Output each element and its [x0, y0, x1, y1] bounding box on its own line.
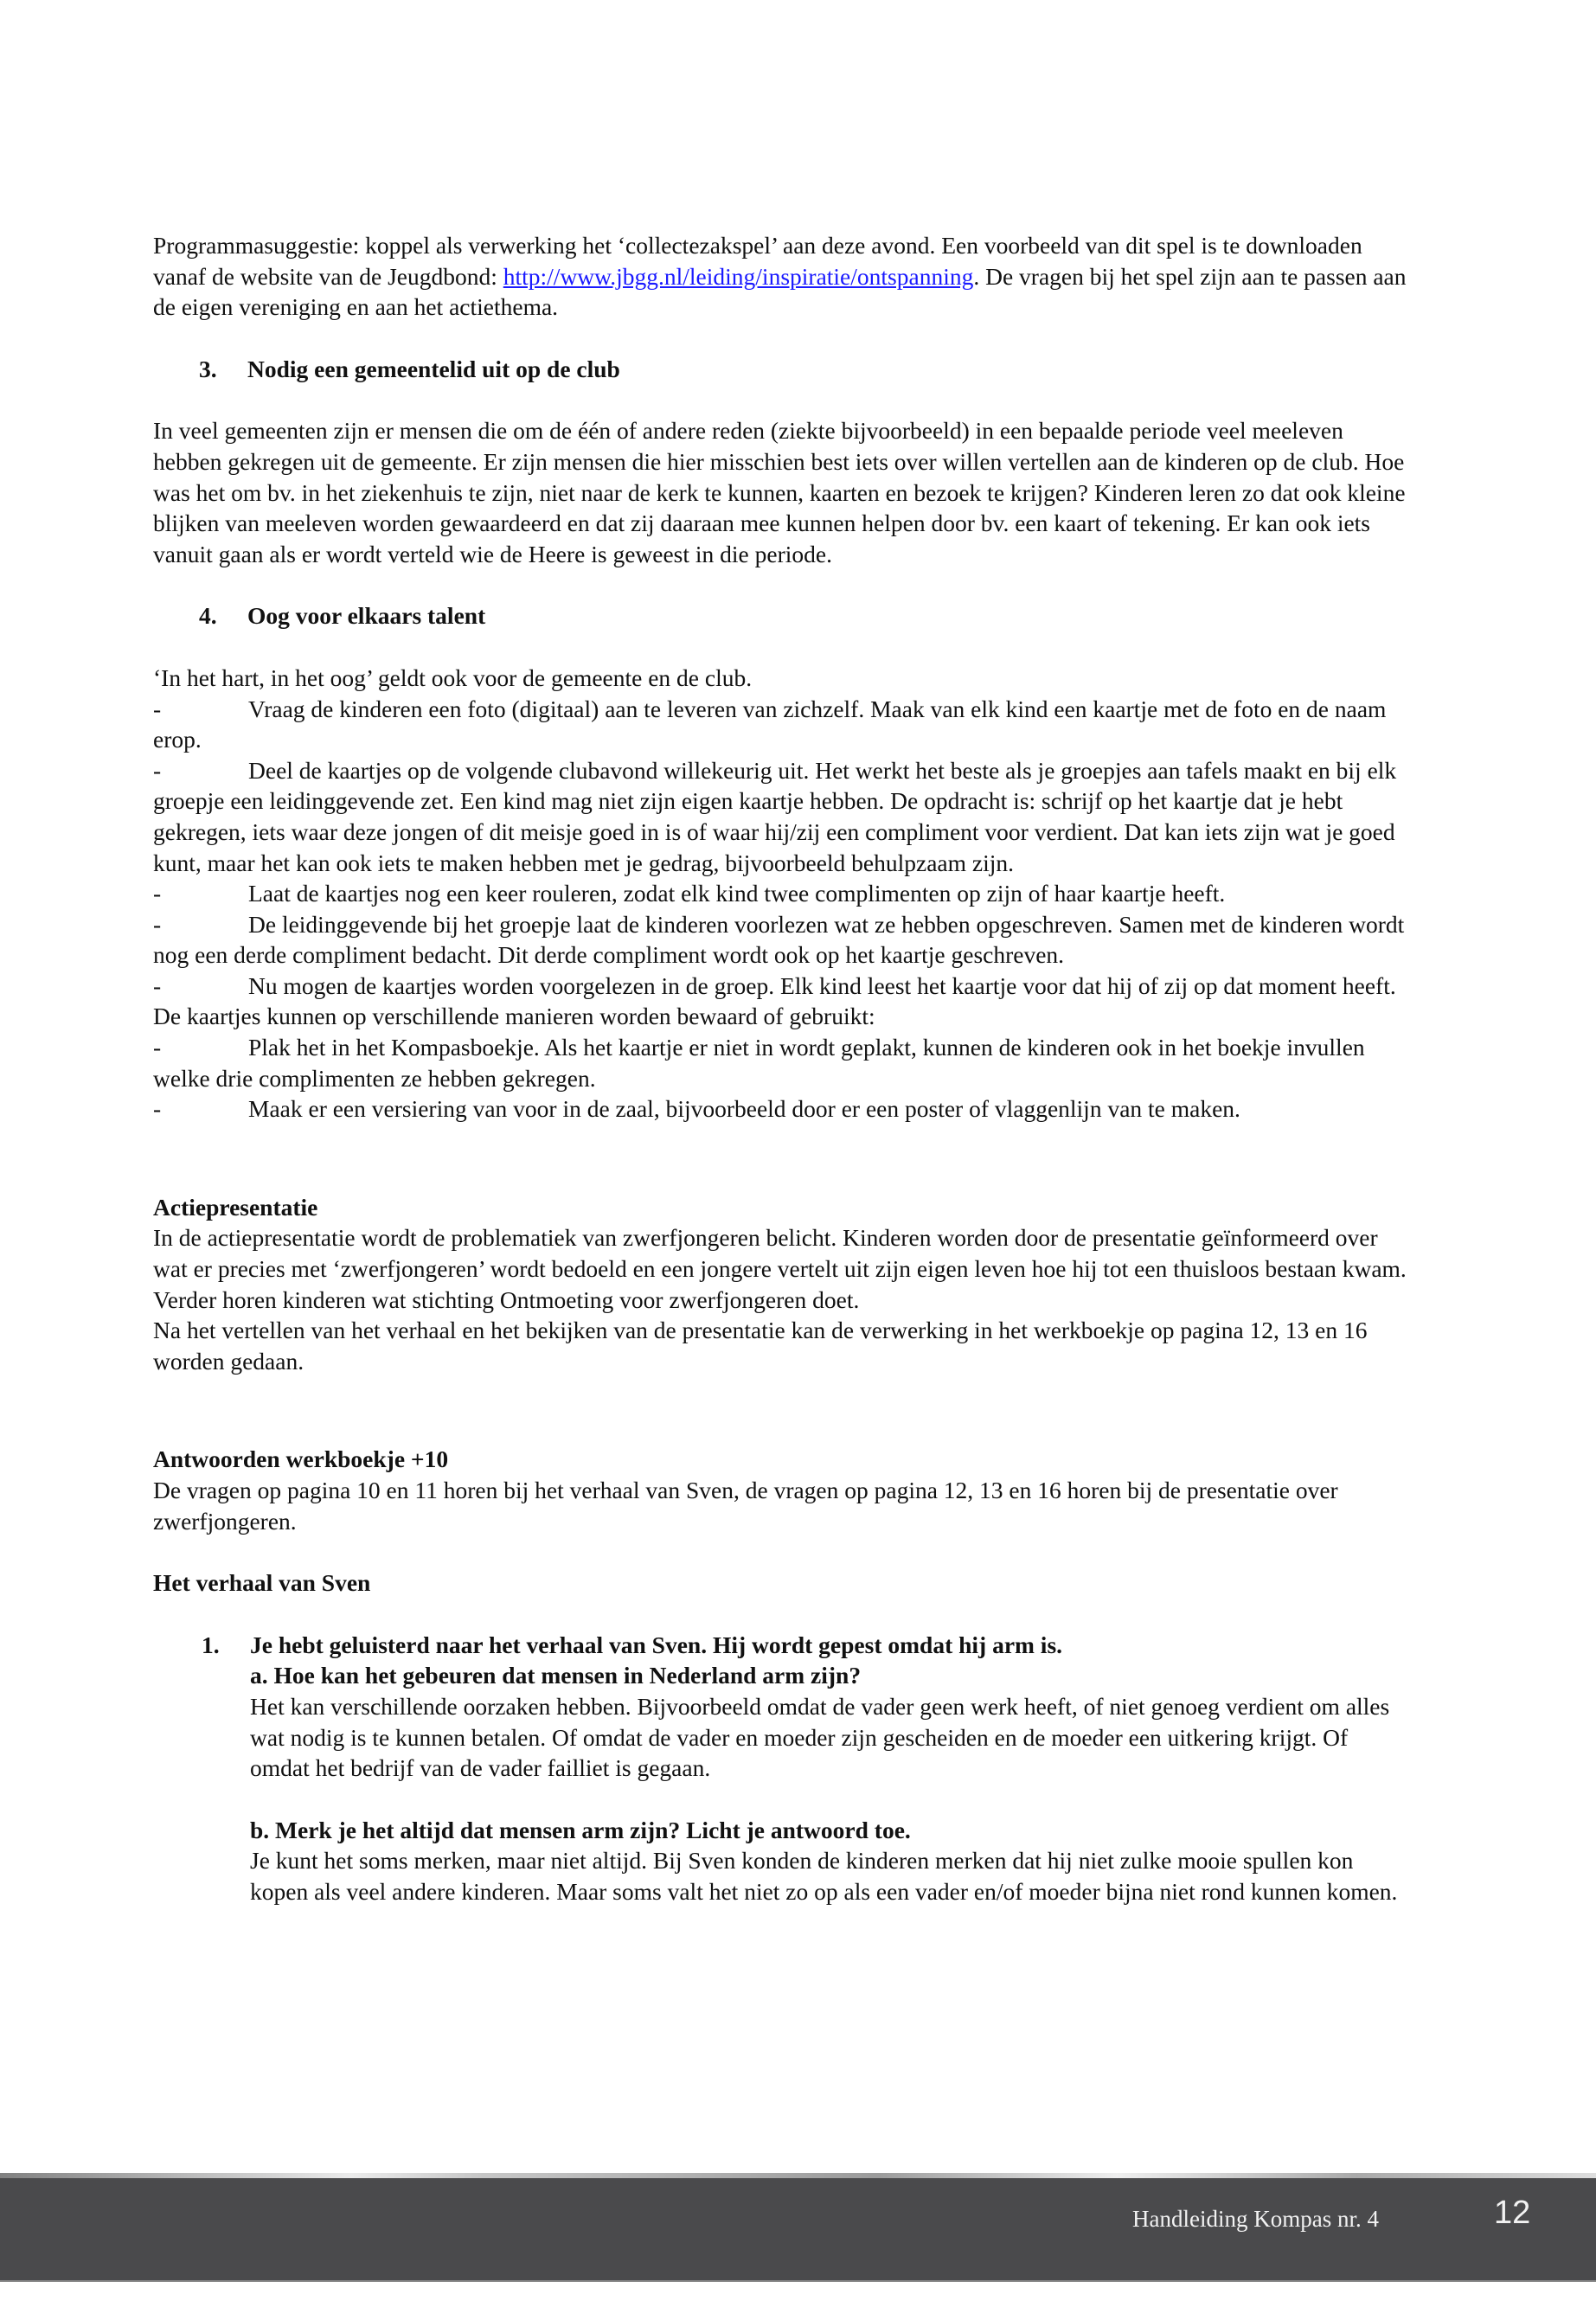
list-item: [153, 1093, 1407, 1125]
list-item-text: Deel de kaartjes op de volgende clubavond willekeurig uit. Het werkt het beste als je groepjes aan tafels maakt en bij elk groepje een leidinggevende zet. Een kind mag niet zijn eigen kaartje hebben. De opdracht is: schrijf op het kaartje dat je hebt gekregen, iets waar deze jongen of dit meisje goed in is of waar hij/zij een compliment voor verdient. Dat kan iets zijn wat je goed kunt, maar het kan ook iets te maken hebben met je gedrag, bijvoorbeeld behulpzaam zijn.: [153, 756, 1397, 876]
sven-heading: Het verhaal van Sven: [153, 1569, 371, 1597]
bullet-dash: -: [153, 1034, 162, 1061]
question-list: [202, 1630, 1407, 1661]
bullet-dash: -: [153, 971, 162, 999]
antwoorden-heading: Antwoorden werkboekje +10: [153, 1445, 449, 1473]
section-4-heading: [199, 600, 1407, 631]
intro-paragraph: [153, 230, 1407, 323]
page-number: 12: [1494, 2195, 1531, 2231]
section-4-number: 4.: [199, 602, 217, 630]
list-item: [153, 755, 1407, 878]
question-1a: a. Hoe kan het gebeuren dat mensen in Nederland arm zijn?: [250, 1662, 862, 1689]
question-number: 1.: [202, 1631, 220, 1658]
bullet-dash: -: [153, 1095, 162, 1123]
section-3-heading: [199, 354, 1407, 385]
actiepresentatie-body: In de actiepresentatie wordt de problematiek van zwerfjongeren belicht. Kinderen worden door de presentatie geïnformeerd over wat er precies met ‘zwerfjongeren’ wordt bedoeld en een jongere vertelt uit zijn eigen leven hoe hij tot een thuisloos bestaan kwam. Verder horen kinderen wat stichting Ontmoeting voor zwerfjongeren doet.: [153, 1224, 1407, 1313]
list-item-text: Laat de kaartjes nog een keer rouleren, zodat elk kind twee complimenten op zijn of haar kaartje heeft.: [248, 880, 1226, 907]
list-item-text: Maak er een versiering van voor in de zaal, bijvoorbeeld door er een poster of vlaggenlijn van te maken.: [248, 1095, 1240, 1123]
actiepresentatie-heading: Actiepresentatie: [153, 1193, 318, 1221]
list-item: [153, 971, 1407, 1002]
list-item-text: Nu mogen de kaartjes worden voorgelezen in de groep. Elk kind leest het kaartje voor dat hij of zij op dat moment heeft.: [248, 971, 1396, 999]
question-1: [202, 1630, 1407, 1661]
bullet-dash: -: [153, 880, 162, 907]
intro-text-end: . De vragen bij het spel zijn aan te passen aan de eigen vereniging en aan het actiethema.: [153, 262, 1407, 321]
bullet-dash: -: [153, 756, 162, 784]
list-item-text: Plak het in het Kompasboekje. Als het kaartje er niet in wordt geplakt, kunnen de kinderen ook in het boekje invullen welke drie complimenten ze hebben gekregen.: [153, 1034, 1365, 1092]
question-1b: b. Merk je het altijd dat mensen arm zijn? Licht je antwoord toe.: [250, 1816, 911, 1843]
list-item: [153, 1032, 1407, 1093]
antwoorden-body: De vragen op pagina 10 en 11 horen bij het verhaal van Sven, de vragen op pagina 12, 13 en 16 horen bij de presentatie over zwerfjongeren.: [153, 1477, 1338, 1535]
list-item-text: De leidinggevende bij het groepje laat de kinderen voorlezen wat ze hebben opgeschreven. Samen met de kinderen wordt nog een derde compliment bedacht. Dit derde compliment wordt ook op het kaartje geschreven.: [153, 910, 1405, 969]
answer-1a: Het kan verschillende oorzaken hebben. Bijvoorbeeld omdat de vader geen werk heeft, of niet genoeg verdient om alles wat nodig is te kunnen betalen. Of omdat de vader en moeder zijn gescheiden en de moeder een uitkering krijgt. Of omdat het bedrijf van de vader failliet is gegaan.: [250, 1692, 1390, 1782]
section-3-body: In veel gemeenten zijn er mensen die om de één of andere reden (ziekte bijvoorbeeld) in een bepaalde periode veel meeleven hebben gekregen uit de gemeente. Er zijn mensen die hier misschien best iets over willen vertellen aan de kinderen op de club. Hoe was het om bv. in het ziekenhuis te zijn, niet naar de kerk te kunnen, kaarten en bezoek te krijgen? Kinderen leren zo dat ook kleine blijken van meeleven worden gewaardeerd en dat zij daaraan mee kunnen helpen door bv. een kaart of tekening. Er kan ook iets vanuit gaan als er wordt verteld wie de Heere is geweest in die periode.: [153, 417, 1406, 567]
list-item: [153, 909, 1407, 971]
list-item-text: Vraag de kinderen een foto (digitaal) aan te leveren van zichzelf. Maak van elk kind een kaartje met de foto en de naam erop.: [153, 695, 1387, 753]
section-4-title: Oog voor elkaars talent: [247, 602, 486, 630]
storage-intro: De kaartjes kunnen op verschillende manieren worden bewaard of gebruikt:: [153, 1003, 875, 1030]
actiepresentatie-body-2: Na het vertellen van het verhaal en het bekijken van de presentatie kan de verwerking in het werkboekje op pagina 12, 13 en 16 worden gedaan.: [153, 1317, 1368, 1375]
list-item: [153, 694, 1407, 755]
section-3-title: Nodig een gemeentelid uit op de club: [247, 355, 620, 382]
intro-text: Programmasuggestie: koppel als verwerking het ‘collectezakspel’ aan deze avond. Een voorbeeld van dit spel is te downloaden vanaf de website van de Jeugdbond:: [153, 232, 1362, 290]
section-4-intro: ‘In het hart, in het oog’ geldt ook voor de gemeente en de club.: [153, 663, 753, 691]
question-text: Je hebt geluisterd naar het verhaal van Sven. Hij wordt gepest omdat hij arm is.: [250, 1631, 1063, 1658]
list-item: [153, 878, 1407, 909]
bullet-dash: -: [153, 695, 162, 722]
jeugdbond-link[interactable]: http://www.jbgg.nl/leiding/inspiratie/ontspanning: [503, 262, 974, 290]
bullet-dash: -: [153, 910, 162, 938]
document-page: [153, 230, 1407, 1907]
footer-title: Handleiding Kompas nr. 4: [1132, 2206, 1379, 2232]
answer-1b: Je kunt het soms merken, maar niet altijd. Bij Sven konden de kinderen merken dat hij niet zulke mooie spullen kon kopen als veel andere kinderen. Maar soms valt het niet zo op als een vader en/of moeder bijna niet rond kunnen komen.: [250, 1847, 1398, 1905]
section-3-number: 3.: [199, 355, 217, 382]
